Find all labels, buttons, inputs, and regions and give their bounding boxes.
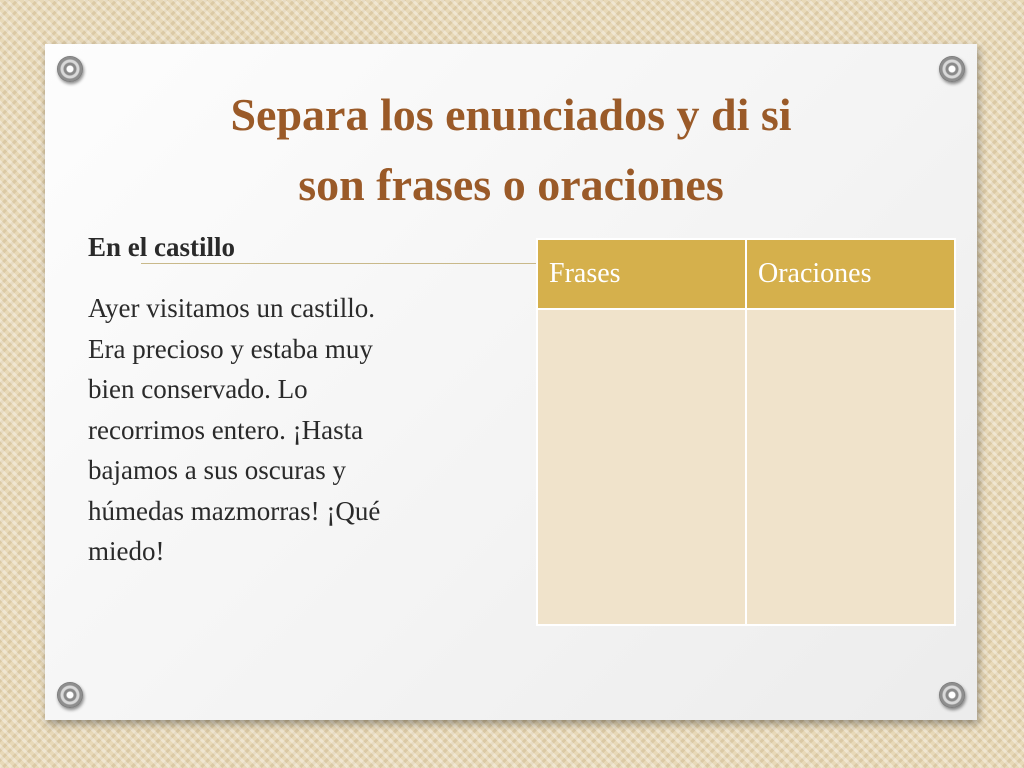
text-line: Ayer visitamos un castillo. — [88, 293, 375, 323]
pin-icon — [939, 56, 965, 82]
text-line: bajamos a sus oscuras y — [88, 455, 346, 485]
table-cell-frases[interactable] — [537, 309, 746, 625]
text-line: húmedas mazmorras! ¡Qué — [88, 495, 381, 526]
text-subtitle: En el castillo — [88, 232, 235, 262]
text-line: miedo! — [88, 536, 165, 566]
text-line: Era precioso y estaba muy — [88, 333, 373, 364]
slide-card — [45, 44, 977, 720]
column-header-frases: Frases — [537, 239, 746, 309]
slide-title-line-1: Separa los enunciados y di si — [230, 89, 792, 140]
pin-icon — [57, 56, 83, 82]
divider — [141, 263, 537, 264]
pin-icon — [57, 682, 83, 708]
slide-title — [105, 80, 917, 220]
table-header-row — [537, 239, 955, 309]
classification-table — [536, 238, 956, 626]
table-cell-oraciones[interactable] — [746, 309, 955, 625]
table-row — [537, 309, 955, 625]
column-header-oraciones: Oraciones — [746, 239, 955, 309]
text-body — [88, 288, 468, 572]
pin-icon — [939, 682, 965, 708]
text-line: recorrimos entero. ¡Hasta — [88, 414, 364, 445]
slide-title-line-2: son frases o oraciones — [298, 159, 724, 210]
text-line: bien conservado. Lo — [88, 374, 308, 404]
